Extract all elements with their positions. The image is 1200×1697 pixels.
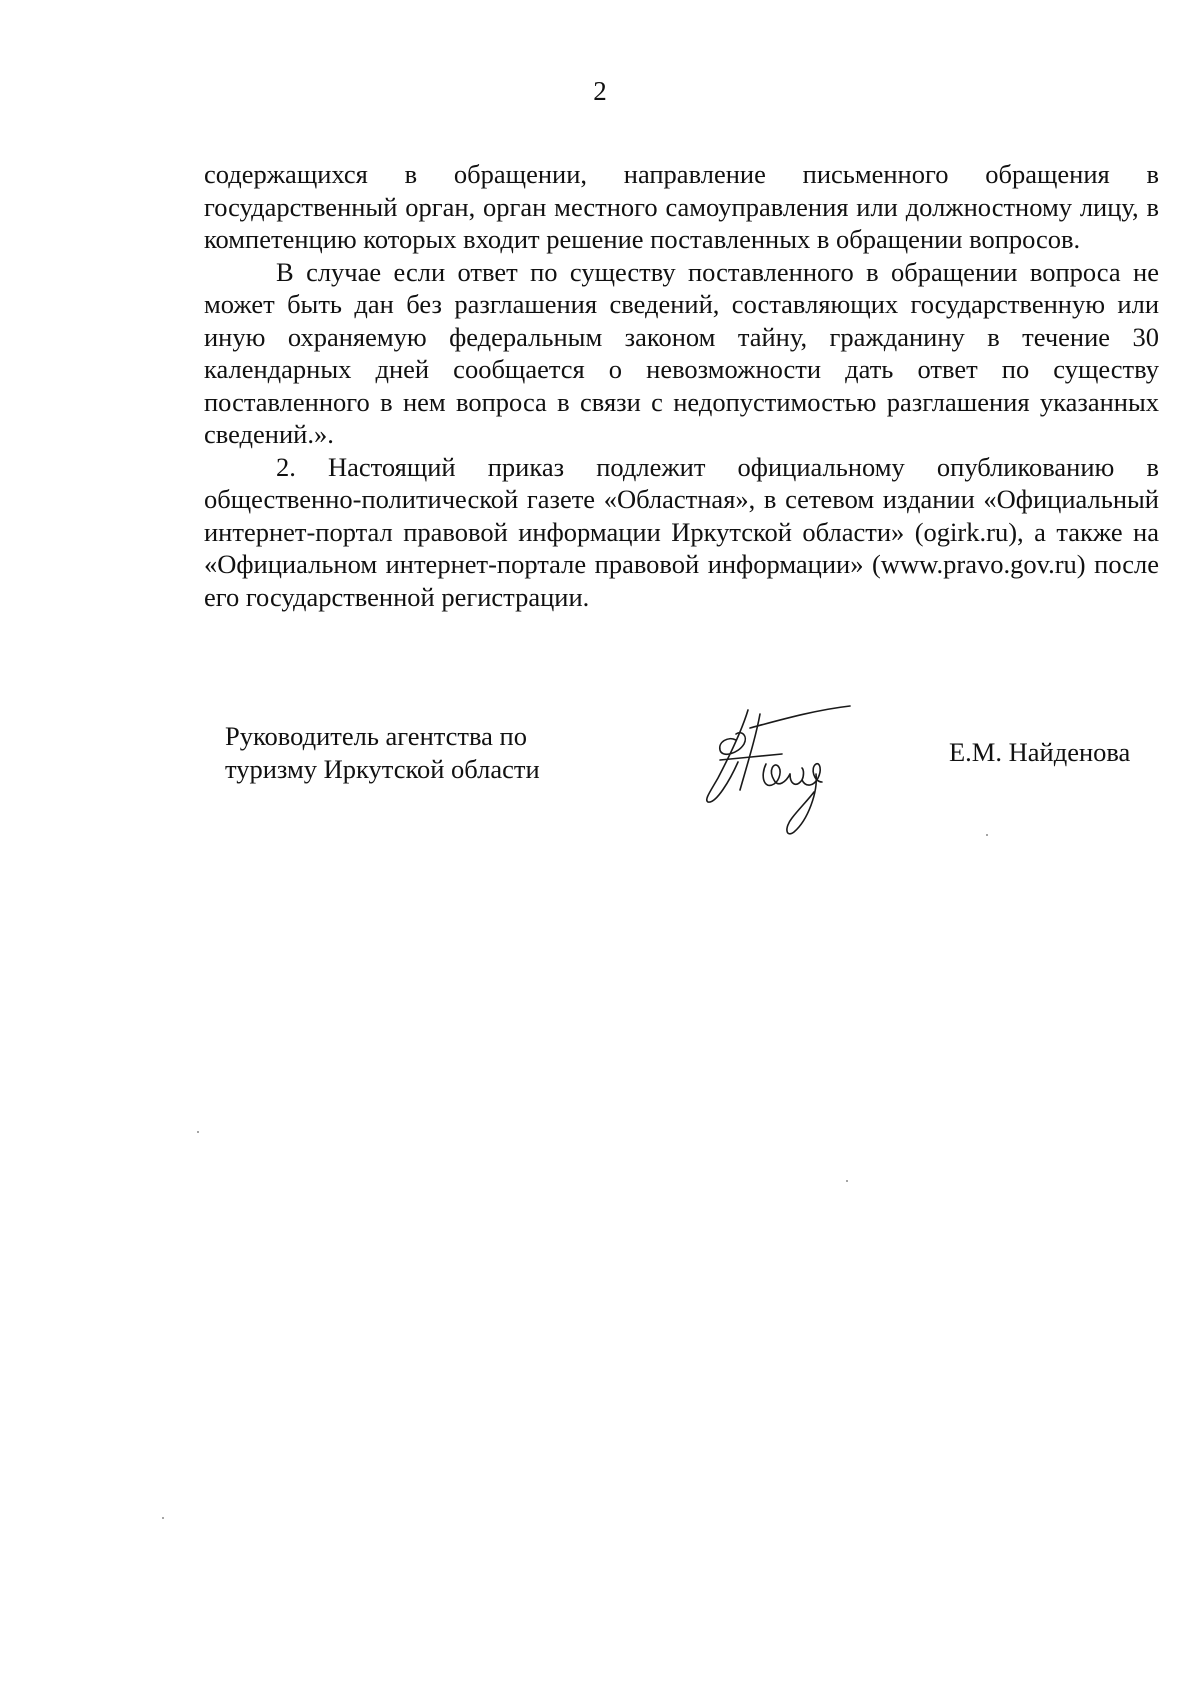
paragraph-continuation: содержащихся в обращении, направление письменного обращения в государственный орган, орган местного самоуправления или должностному лицу, в компетенцию которых входит решение поставленных в обращении вопросов. [204,159,1159,254]
signer-position [225,720,540,785]
signer-name: Е.М. Найденова [949,737,1131,767]
handwritten-signature [690,700,870,840]
scan-speck [162,1517,164,1519]
page-number: 2 [593,76,607,106]
signer-position-line-2: туризму Иркутской области [225,753,540,784]
scan-speck [846,1180,848,1182]
scan-speck [986,834,988,836]
paragraph-secret-information: В случае если ответ по существу поставленного в обращении вопроса не может быть дан без разглашения сведений, составляющих государственную или иную охраняемую федеральным законом тайну, гражданину в течение 30 календарных дней сообщается о невозможности дать ответ по существу поставленного в нем вопроса в связи с недопустимостью разглашения указанных сведений.». [204,256,1159,449]
scan-speck [197,1131,199,1133]
document-body [204,158,1159,613]
paragraph-publication-order: 2. Настоящий приказ подлежит официальному опубликованию в общественно-политической газете «Областная», в сетевом издании «Официальный интернет-портал правовой информации Иркутской области» (ogirk.ru), а также на «Официальном интернет-портале правовой информации» (www.pravo.gov.ru) после его государственной регистрации. [204,451,1159,612]
signer-position-line-1: Руководитель агентства по [225,721,527,751]
